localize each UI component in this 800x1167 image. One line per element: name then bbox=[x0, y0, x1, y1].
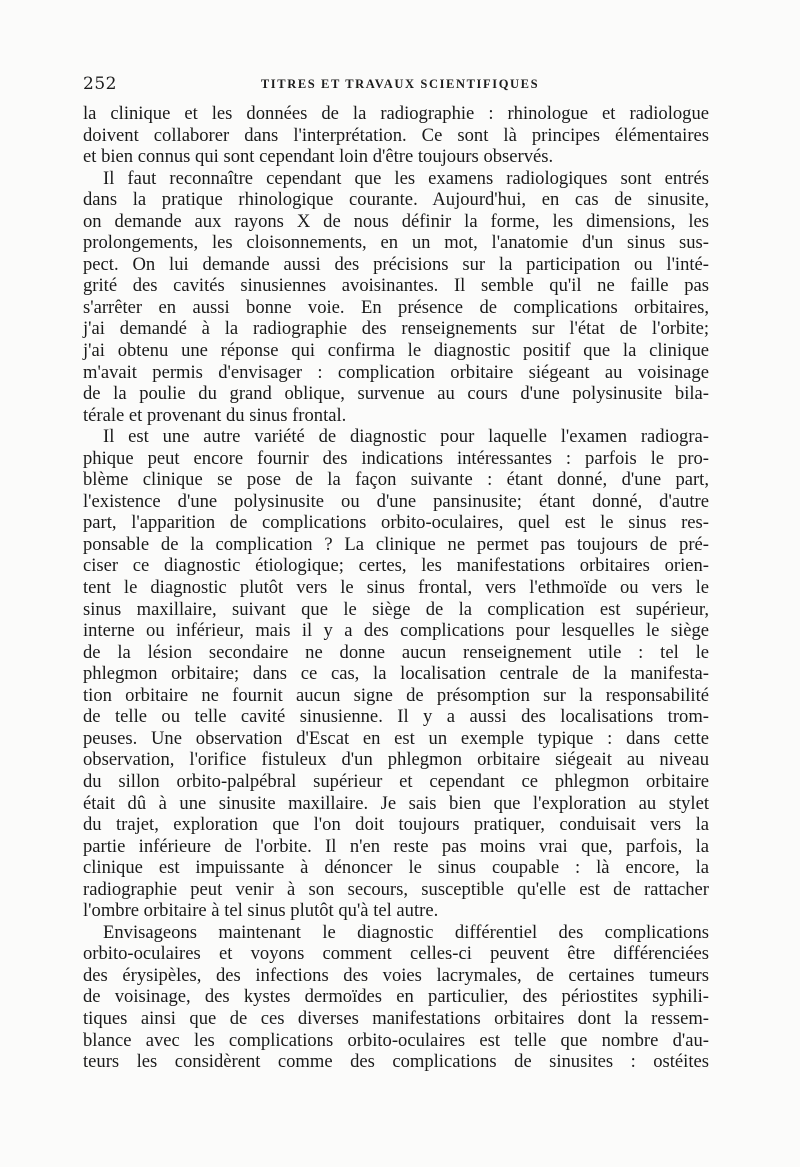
paragraph bbox=[83, 426, 709, 922]
text-line: clinique est impuissante à dénoncer le sinus coupable : là encore, la bbox=[83, 857, 709, 879]
text-line: de la poulie du grand oblique, survenue au cours d'une polysinusite bila- bbox=[83, 383, 709, 405]
text-line: des érysipèles, des infections des voies lacrymales, de certaines tumeurs bbox=[83, 964, 709, 986]
text-line: observation, l'orifice fistuleux d'un phlegmon orbitaire siégeait au niveau bbox=[83, 749, 709, 771]
text-line: phique peut encore fournir des indications intéressantes : parfois le pro- bbox=[83, 447, 709, 469]
text-line: m'avait permis d'envisager : complication orbitaire siégeant au voisinage bbox=[83, 361, 709, 383]
paragraph bbox=[83, 168, 709, 427]
text-line: interne ou inférieur, mais il y a des complications pour lesquelles le siège bbox=[83, 620, 709, 642]
paragraph bbox=[83, 922, 709, 1073]
paragraph bbox=[83, 103, 709, 168]
text-line: radiographie peut venir à son secours, susceptible qu'elle est de rattacher bbox=[83, 878, 709, 900]
text-line: térale et provenant du sinus frontal. bbox=[83, 404, 347, 426]
text-line: était dû à une sinusite maxillaire. Je sais bien que l'exploration au stylet bbox=[83, 792, 709, 814]
text-line: l'existence d'une polysinusite ou d'une pansinusite; étant donné, d'autre bbox=[83, 490, 709, 512]
text-line: et bien connus qui sont cependant loin d'être toujours observés. bbox=[83, 146, 554, 168]
text-line: partie inférieure de l'orbite. Il n'en reste pas moins vrai que, parfois, la bbox=[83, 835, 709, 857]
text-line: blème clinique se pose de la façon suivante : étant donné, d'une part, bbox=[83, 469, 709, 491]
text-line: du sillon orbito-palpébral supérieur et cependant ce phlegmon orbitaire bbox=[83, 770, 709, 792]
body-text bbox=[83, 103, 709, 1073]
text-line: peuses. Une observation d'Escat en est un exemple typique : dans cette bbox=[83, 727, 709, 749]
text-line: doivent collaborer dans l'interprétation. Ce sont là principes élémentaires bbox=[83, 124, 709, 146]
text-line: de la lésion secondaire ne donne aucun renseignement utile : tel le bbox=[83, 641, 709, 663]
text-line: sinus maxillaire, suivant que le siège de la complication est supérieur, bbox=[83, 598, 709, 620]
text-line: j'ai demandé à la radiographie des renseignements sur l'état de l'orbite; bbox=[83, 318, 709, 340]
text-line: tion orbitaire ne fournit aucun signe de présomption sur la responsabilité bbox=[83, 684, 709, 706]
text-line: s'arrêter en aussi bonne voie. En présence de complications orbitaires, bbox=[83, 296, 709, 318]
text-line: Envisageons maintenant le diagnostic différentiel des complications bbox=[103, 921, 709, 943]
text-line: orbito-oculaires et voyons comment celles-ci peuvent être différenciées bbox=[83, 943, 709, 965]
page-header bbox=[83, 74, 717, 98]
text-line: la clinique et les données de la radiographie : rhinologue et radiologue bbox=[83, 103, 709, 124]
text-line: de voisinage, des kystes dermoïdes en particulier, des périostites syphili- bbox=[83, 986, 709, 1008]
text-line: tent le diagnostic plutôt vers le sinus frontal, vers l'ethmoïde ou vers le bbox=[83, 577, 709, 599]
text-line: de telle ou telle cavité sinusienne. Il y a aussi des localisations trom- bbox=[83, 706, 709, 728]
text-line: dans la pratique rhinologique courante. Aujourd'hui, en cas de sinusite, bbox=[83, 189, 709, 211]
text-line: ciser ce diagnostic étiologique; certes, les manifestations orbitaires orien- bbox=[83, 555, 709, 577]
text-line: grité des cavités sinusiennes avoisinantes. Il semble qu'il ne faille pas bbox=[83, 275, 709, 297]
text-line: blance avec les complications orbito-oculaires est telle que nombre d'au- bbox=[83, 1029, 709, 1051]
text-line: on demande aux rayons X de nous définir la forme, les dimensions, les bbox=[83, 210, 709, 232]
text-line: Il est une autre variété de diagnostic pour laquelle l'examen radiogra- bbox=[103, 426, 709, 448]
text-line: tiques ainsi que de ces diverses manifestations orbitaires dont la ressem- bbox=[83, 1007, 709, 1029]
text-line: du trajet, exploration que l'on doit toujours pratiquer, conduisait vers la bbox=[83, 814, 709, 836]
text-line: part, l'apparition de complications orbito-oculaires, quel est le sinus res- bbox=[83, 512, 709, 534]
text-line: teurs les considèrent comme des complications de sinusites : ostéites bbox=[83, 1051, 709, 1073]
text-line: ponsable de la complication ? La clinique ne permet pas toujours de pré- bbox=[83, 533, 709, 555]
running-title: TITRES ET TRAVAUX SCIENTIFIQUES bbox=[260, 77, 540, 91]
text-line: prolongements, les cloisonnements, en un mot, l'anatomie d'un sinus sus- bbox=[83, 232, 709, 254]
page-number: 252 bbox=[83, 74, 117, 94]
text-line: phlegmon orbitaire; dans ce cas, la localisation centrale de la manifesta- bbox=[83, 663, 709, 685]
text-line: j'ai obtenu une réponse qui confirma le diagnostic positif que la clinique bbox=[83, 340, 709, 362]
text-line: Il faut reconnaître cependant que les examens radiologiques sont entrés bbox=[103, 167, 709, 189]
text-line: l'ombre orbitaire à tel sinus plutôt qu'à tel autre. bbox=[83, 900, 439, 922]
text-line: pect. On lui demande aussi des précisions sur la participation ou l'inté- bbox=[83, 253, 709, 275]
